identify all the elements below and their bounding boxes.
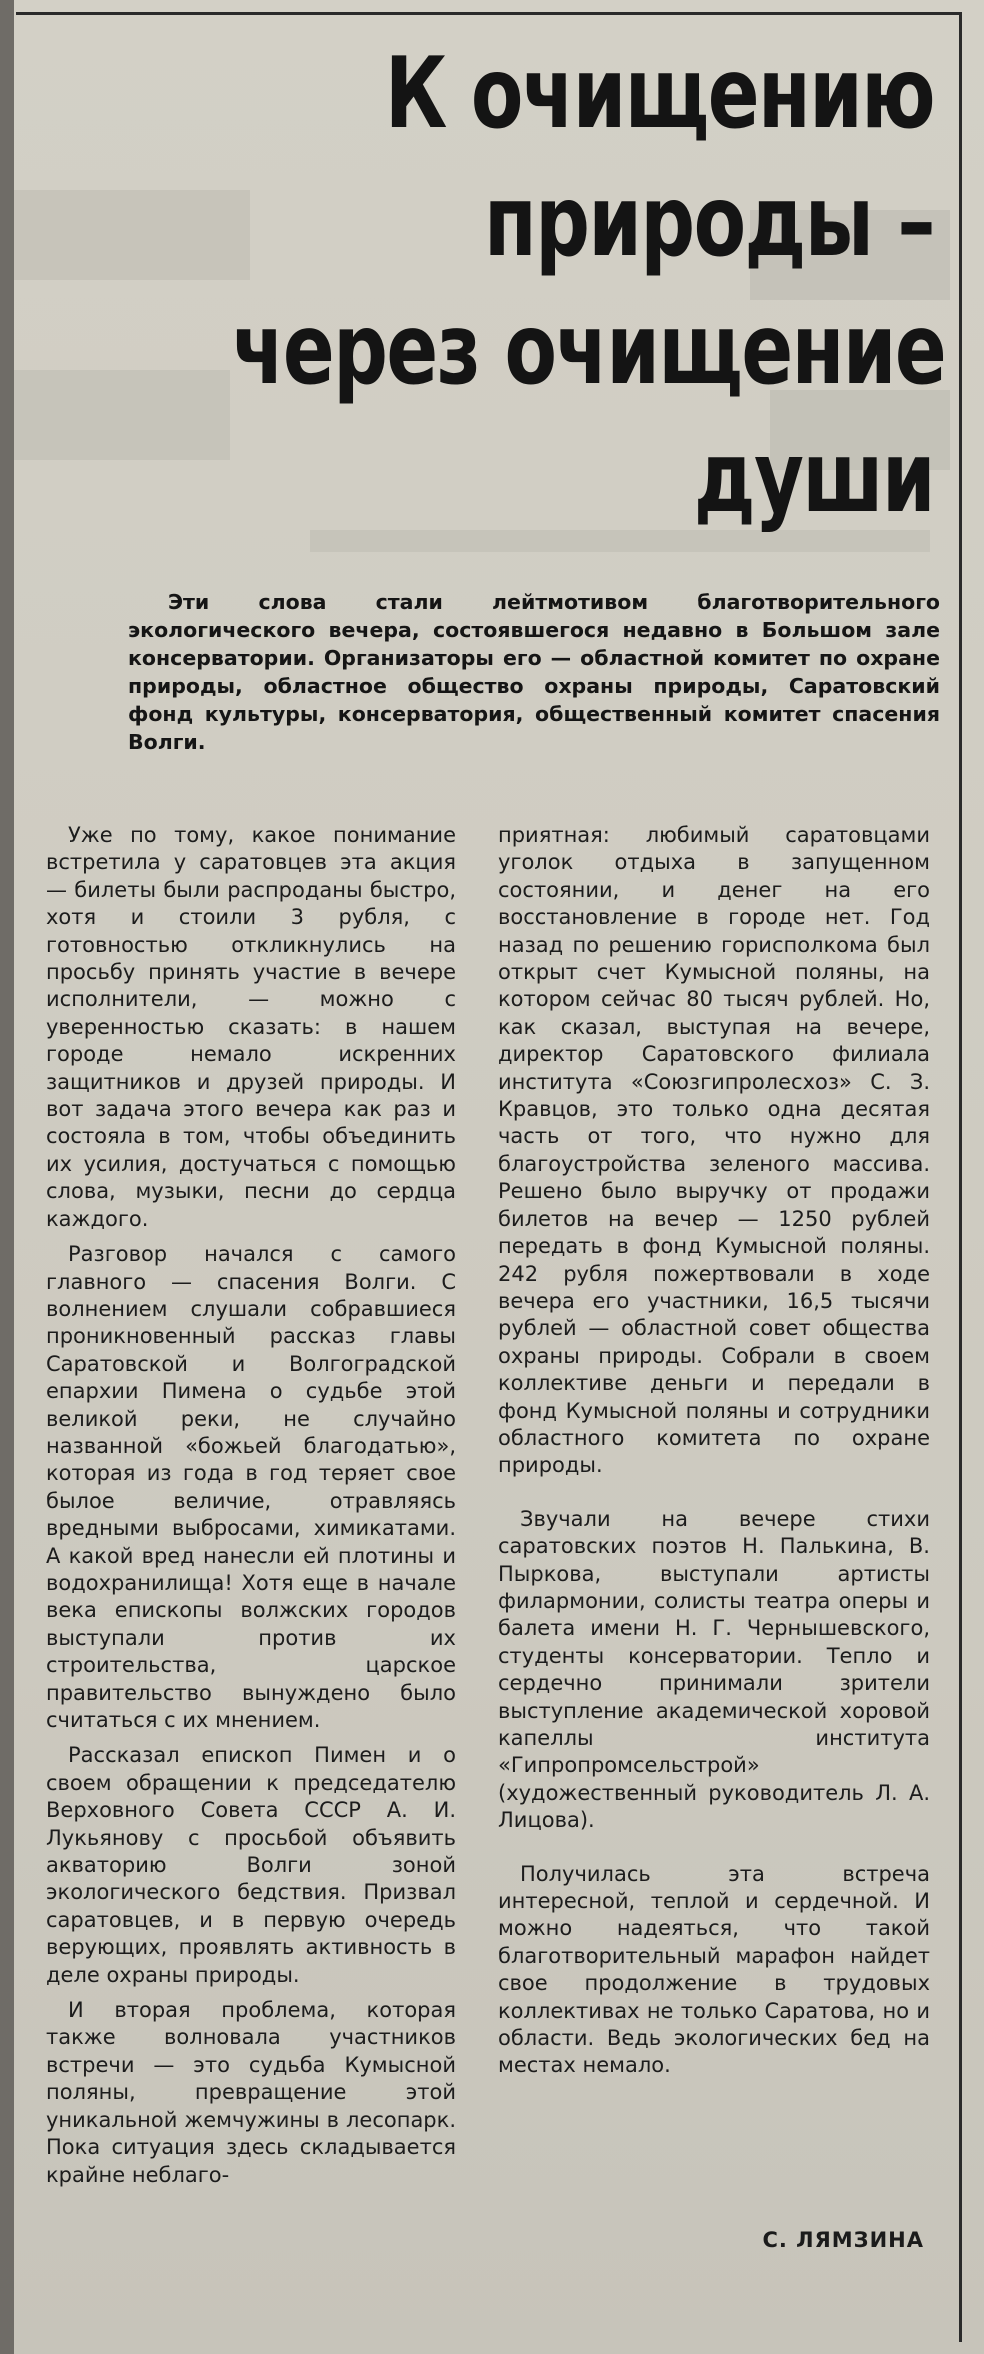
paragraph: Уже по тому, какое понимание встретила у саратовцев эта акция — билеты были распроданы быстро, хотя и стоили 3 рубля, с готовностью откликнулись на просьбу принять участие в вечере исполнители, — можно с уверенностью сказать: в нашем городе немало искренних защитников и друзей природы. И вот задача этого вечера как раз и состояла в том, чтобы объединить их усилия, достучаться с помощью слова, музыки, песни до сердца каждого.	[46, 823, 456, 1231]
paragraph: Звучали на вечере стихи саратовских поэтов Н. Палькина, В. Пыркова, выступали артисты филармонии, солисты театра оперы и балета имени Н. Г. Чернышевского, студенты консерватории. Тепло и сердечно принимали зрители выступление академической хоровой капеллы института «Гипропромсельстрой» (художественный руководитель Л. А. Лицова).	[498, 1506, 930, 1833]
paragraph: Разговор начался с самого главного — спасения Волги. С волнением слушали собравшиеся проникновенный рассказ главы Саратовской и Волгоградской епархии Пимена о судьбе этой великой реки, не случайно названной «божьей благодатью», которая из года в год теряет свое былое величие, отравляясь вредными выбросами, химикатами. А какой вред нанесли ей плотины и водохранилища! Хотя еще в начале века епископы волжских городов выступали против их строительства, царское правительство вынуждено было считаться с их мнением.	[46, 1242, 456, 1732]
top-rule	[16, 12, 960, 15]
headline-line-3: через очищение	[232, 293, 946, 407]
paragraph: Получилась эта встреча интересной, теплой и сердечной. И можно надеяться, что такой благотворительный марафон найдет свое продолжение в трудовых коллективах не только Саратова, но и области. Ведь экологических бед на местах немало.	[498, 1861, 930, 2078]
article-column-left	[46, 822, 456, 2189]
paragraph: приятная: любимый саратовцами уголок отдыха в запущенном состоянии, и денег на его восстановление в городе нет. Год назад по решению горисполкома был открыт счет Кумысной поляны, на котором сейчас 80 тысяч рублей. Но, как сказал, выступая на вечере, директор Саратовского филиала института «Союзгипролесхоз» С. З. Кравцов, это только одна десятая часть от того, что нужно для благоустройства зеленого массива. Решено было выручку от продажи билетов на вечер — 1250 рублей передать в фонд Кумысной поляны. 242 рубля пожертвовали в ходе вечера его участники, 16,5 тысячи рублей — областной совет общества охраны природы. Собрали в своем коллективе деньги и передали в фонд Кумысной поляны и сотрудники областного комитета по охране природы.	[498, 823, 930, 1478]
author-signature: С. ЛЯМЗИНА	[762, 2228, 924, 2252]
headline	[232, 30, 946, 542]
paragraph: Рассказал епископ Пимен и о своем обращении к председателю Верховного Совета СССР А. И. Лукьянову с просьбой объявить акваторию Волги зоной экологического бедствия. Призвал саратовцев, и в первую очередь верующих, проявлять активность в деле охраны природы.	[46, 1743, 456, 1987]
headline-line-2: природы –	[484, 165, 934, 279]
headline-line-1: К очищению	[384, 37, 934, 151]
lead-paragraph: Эти слова стали лейтмотивом благотворительного экологического вечера, состоявшегося недавно в Большом зале консерватории. Организаторы его — областной комитет по охране природы, областное общество охраны природы, Саратовский фонд культуры, консерватория, общественный комитет спасения Волги.	[128, 590, 940, 754]
headline-line-4: души	[693, 421, 934, 535]
paragraph: И вторая проблема, которая также волновала участников встречи — это судьба Кумысной поляны, превращение этой уникальной жемчужины в лесопарк. Пока ситуация здесь складывается крайне неблаго-	[46, 1998, 456, 2187]
article-column-right	[498, 822, 930, 2080]
